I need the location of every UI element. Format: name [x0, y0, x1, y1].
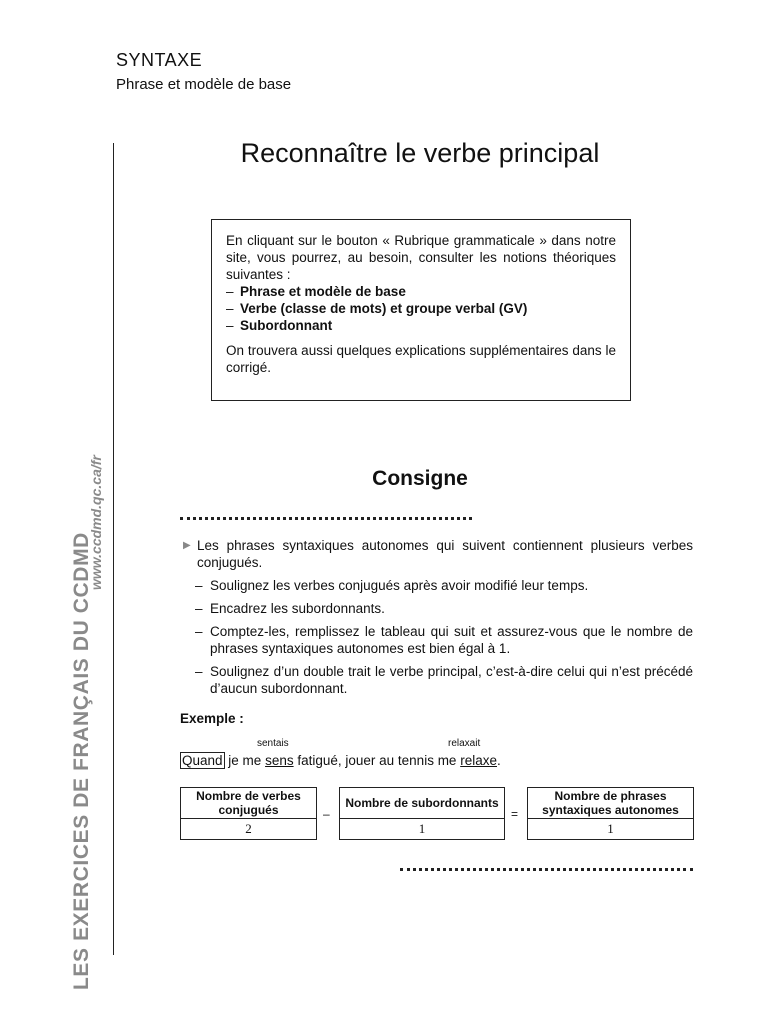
section-title: SYNTAXE [116, 50, 203, 70]
instruction-intro-text: Les phrases syntaxiques autonomes qui suivent contiennent plusieurs verbes conjugués. [197, 538, 693, 570]
vertical-rule [113, 143, 114, 955]
triangle-bullet-icon: ▶ [183, 540, 191, 551]
page-title: Reconnaître le verbe principal [240, 138, 600, 168]
instructions [180, 537, 693, 697]
minus-operator: – [323, 807, 330, 821]
info-item-label: Subordonnant [240, 318, 333, 333]
boxed-subordinator: Quand [182, 753, 223, 768]
info-intro: En cliquant sur le bouton « Rubrique grammaticale » dans notre site, vous pourrez, au besoin, consulter les notions théoriques suivantes : [226, 233, 616, 282]
table-value: 1 [607, 821, 614, 836]
step-text: Soulignez d’un double trait le verbe principal, c’est-à-dire celui qui n’est précédé d’aucun subordonnant. [210, 664, 693, 696]
table-header: Nombre de phrases syntaxiques autonomes [528, 788, 693, 819]
section-subtitle: Phrase et modèle de base [116, 76, 292, 93]
info-item-label: Verbe (classe de mots) et groupe verbal (GV) [240, 301, 528, 316]
step-text: Soulignez les verbes conjugués après avoir modifié leur temps. [210, 578, 589, 593]
step-dash: – [195, 601, 203, 616]
info-item [226, 317, 616, 334]
example-sentence [180, 752, 501, 770]
info-item [226, 300, 616, 317]
step-dash: – [195, 578, 203, 593]
step-dash: – [195, 624, 203, 639]
step-text: Comptez-les, remplissez le tableau qui suit et assurez-vous que le nombre de phrases syntaxiques autonomes est bien égal à 1. [210, 624, 693, 656]
info-item [226, 283, 616, 300]
dotted-divider [400, 868, 693, 871]
count-table-sentences [527, 787, 694, 840]
verb-correction-note: sentais [257, 738, 289, 749]
verb-correction-note: relaxait [448, 738, 481, 749]
table-header: Nombre de subordonnants [340, 788, 504, 819]
count-table-verbs [180, 787, 317, 840]
item-dash: – [226, 301, 234, 316]
table-value: 2 [245, 821, 252, 836]
instruction-step [180, 663, 693, 697]
consigne-heading: Consigne [372, 467, 468, 490]
step-dash: – [195, 664, 203, 679]
instruction-step [180, 577, 693, 594]
side-brand-text: LES EXERCICES DE FRANÇAIS DU CCDMD [70, 532, 93, 990]
instruction-step [180, 600, 693, 617]
table-value: 1 [418, 821, 426, 836]
underlined-verb: sens [265, 753, 294, 768]
info-item-label: Phrase et modèle de base [240, 284, 406, 299]
item-dash: – [226, 318, 234, 333]
info-box [211, 219, 631, 401]
info-footer: On trouvera aussi quelques explications supplémentaires dans le corrigé. [226, 343, 616, 375]
underlined-verb: relaxe [460, 753, 497, 768]
side-url-text: www.ccdmd.qc.ca/fr [88, 455, 104, 590]
sentence-part: je me [224, 753, 266, 768]
sentence-part: . [496, 753, 501, 768]
example-label: Exemple : [180, 711, 244, 726]
count-table-subordinators [339, 787, 505, 840]
instruction-intro [180, 537, 693, 571]
instruction-step [180, 623, 693, 657]
sentence-part: fatigué, jouer au tennis me [293, 753, 461, 768]
table-header: Nombre de verbes conjugués [181, 788, 316, 819]
dotted-divider [180, 517, 472, 520]
step-text: Encadrez les subordonnants. [210, 601, 385, 616]
item-dash: – [226, 284, 234, 299]
equals-operator: = [511, 807, 519, 821]
